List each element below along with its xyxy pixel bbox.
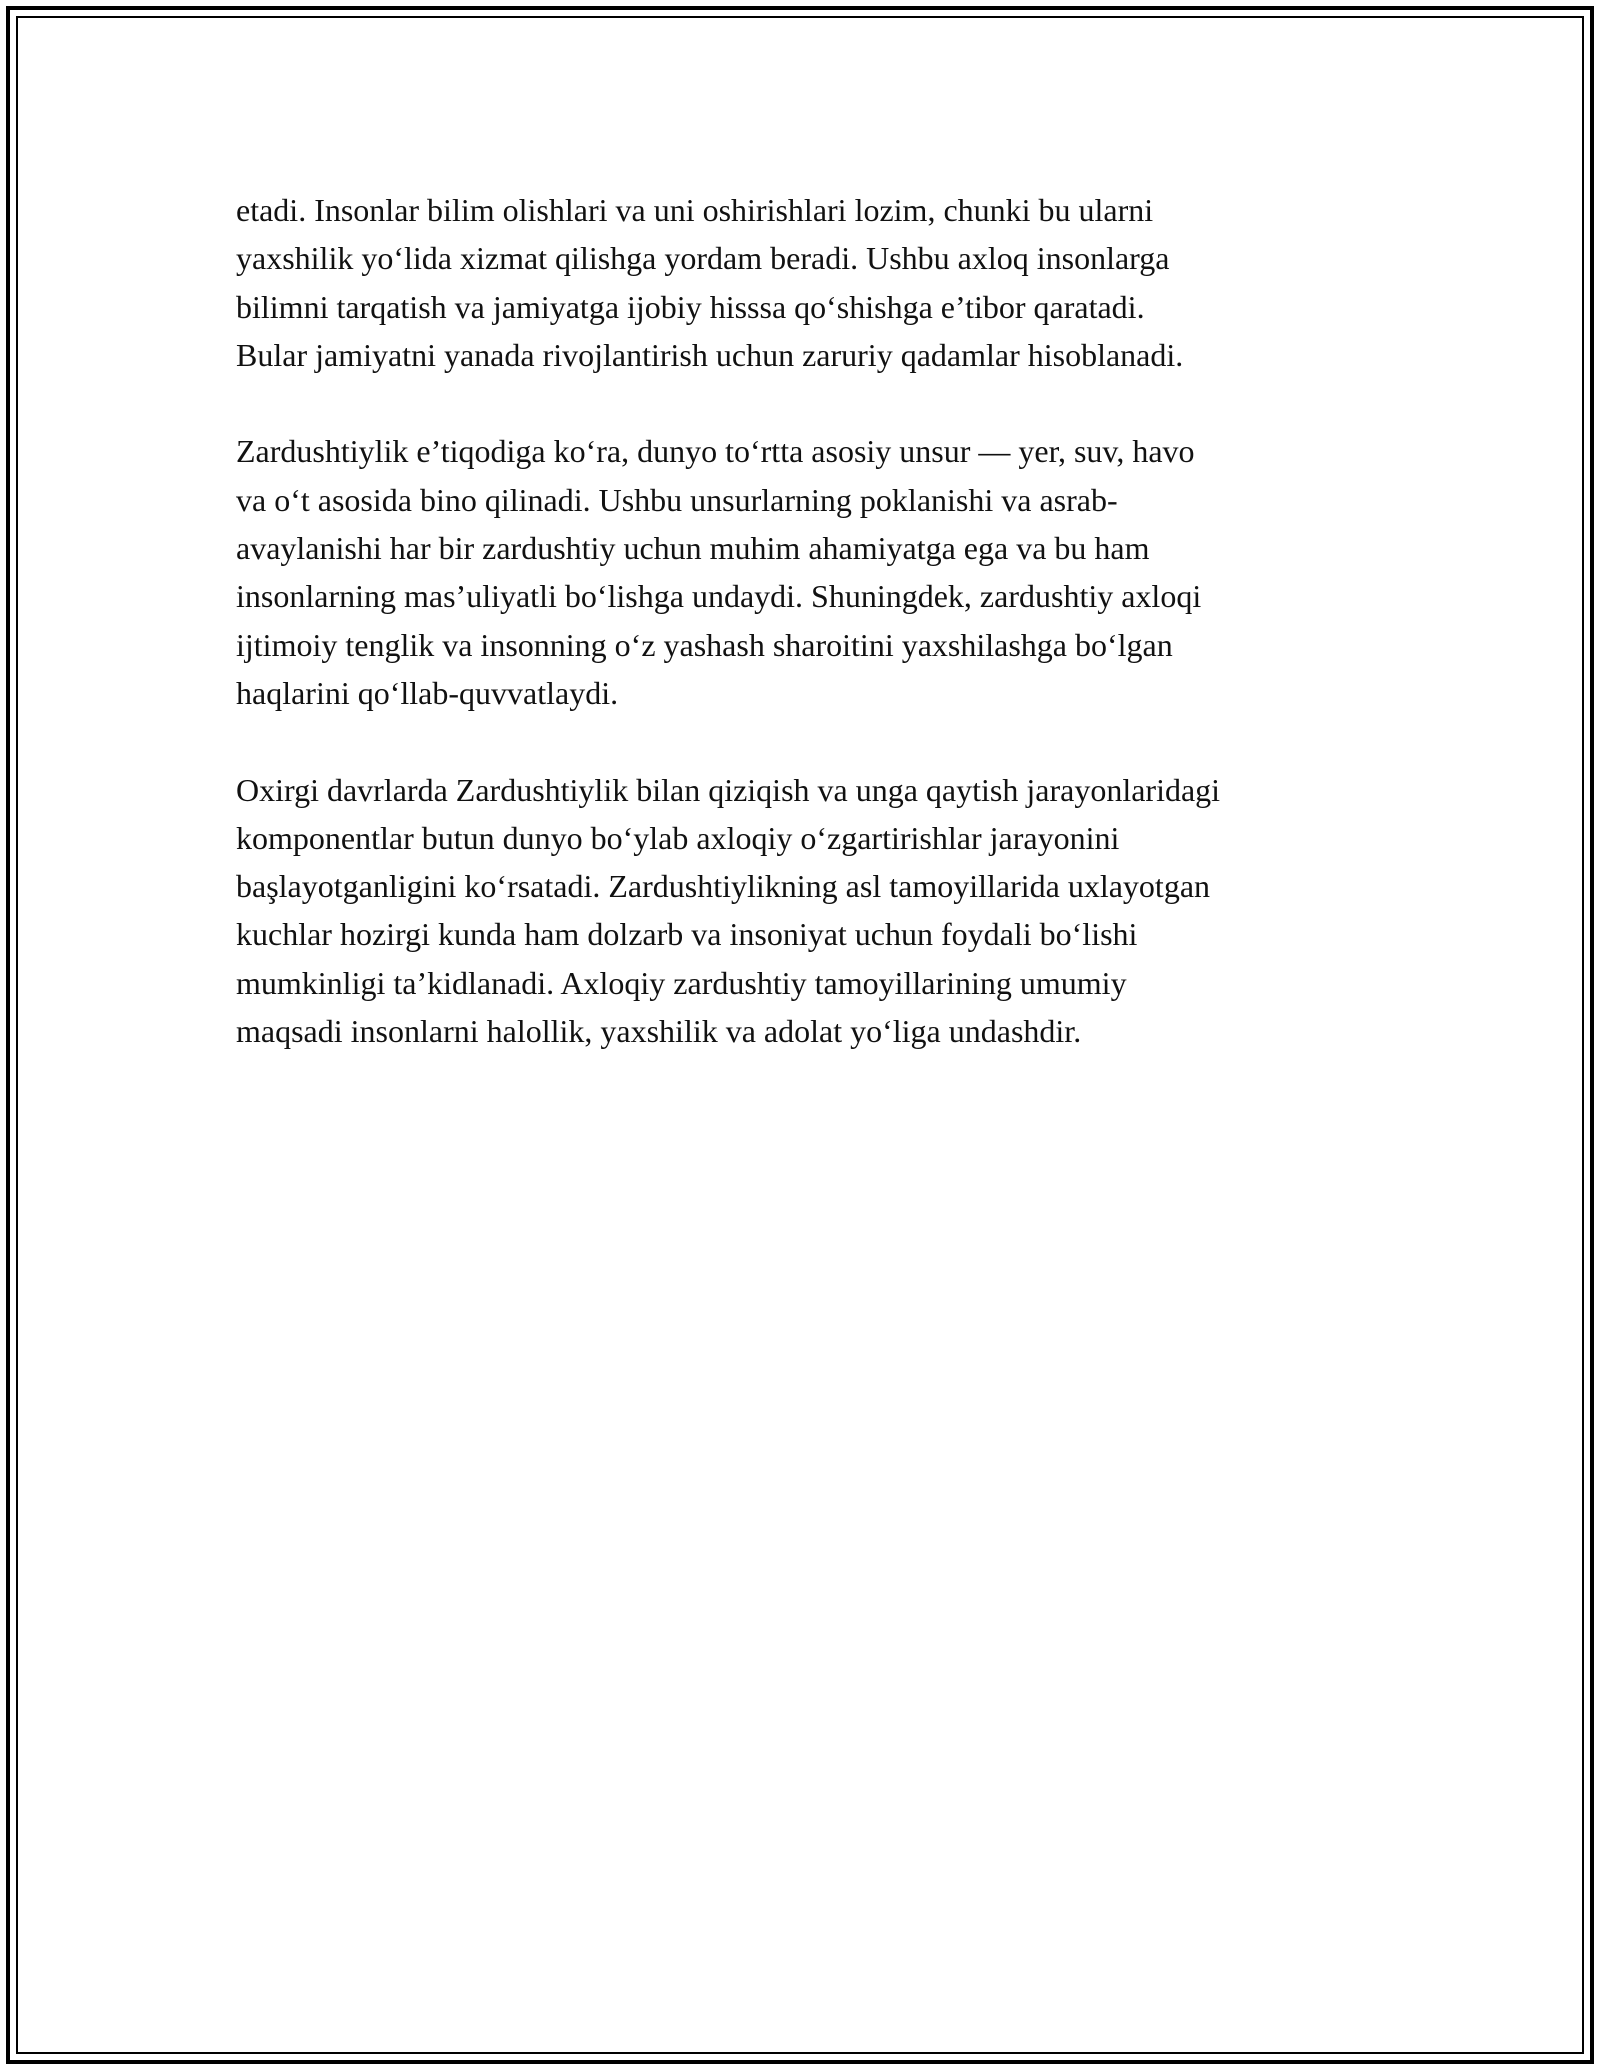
document-body [236, 186, 1366, 1104]
paragraph-3: Oxirgi davrlarda Zardushtiylik bilan qiziqish va unga qaytish jarayonlaridagi komponentlar butun dunyo bo‘ylab axloqiy o‘zgartirishlar jarayonini başlayotganligini ko‘rsatadi. Zardushtiylikning asl tamoyillarida uxlayotgan kuchlar hozirgi kunda ham dolzarb va insoniyat uchun foydali bo‘lishi mumkinligi ta’kidlanadi. Axloqiy zardushtiy tamoyillarining umumiy maqsadi insonlarni halollik, yaxshilik va adolat yo‘liga undashdir. [236, 771, 1221, 1050]
paragraph-1: etadi. Insonlar bilim olishlari va uni oshirishlari lozim, chunki bu ularni yaxshilik yo‘lida xizmat qilishga yordam beradi. Ushbu axloq insonlarga bilimni tarqatish va jamiyatga ijobiy hisssa qo‘shishga e’tibor qaratadi. Bular jamiyatni yanada rivojlantirish uchun zaruriy qadamlar hisoblanadi. [236, 192, 1184, 373]
paragraph-2: Zardushtiylik e’tiqodiga ko‘ra, dunyo to‘rtta asosiy unsur — yer, suv, havo va o‘t asosida bino qilinadi. Ushbu unsurlarning poklanishi va asrab- avaylanishi har bir zardushtiy uchun muhim ahamiyatga ega va bu ham insonlarning mas’uliyatli bo‘lishga undaydi. Shuningdek, zardushtiy axloqi ijtimoiy tenglik va insonning o‘z yashash sharoitini yaxshilashga bo‘lgan haqlarini qo‘llab-quvvatlaydi. [236, 433, 1202, 711]
